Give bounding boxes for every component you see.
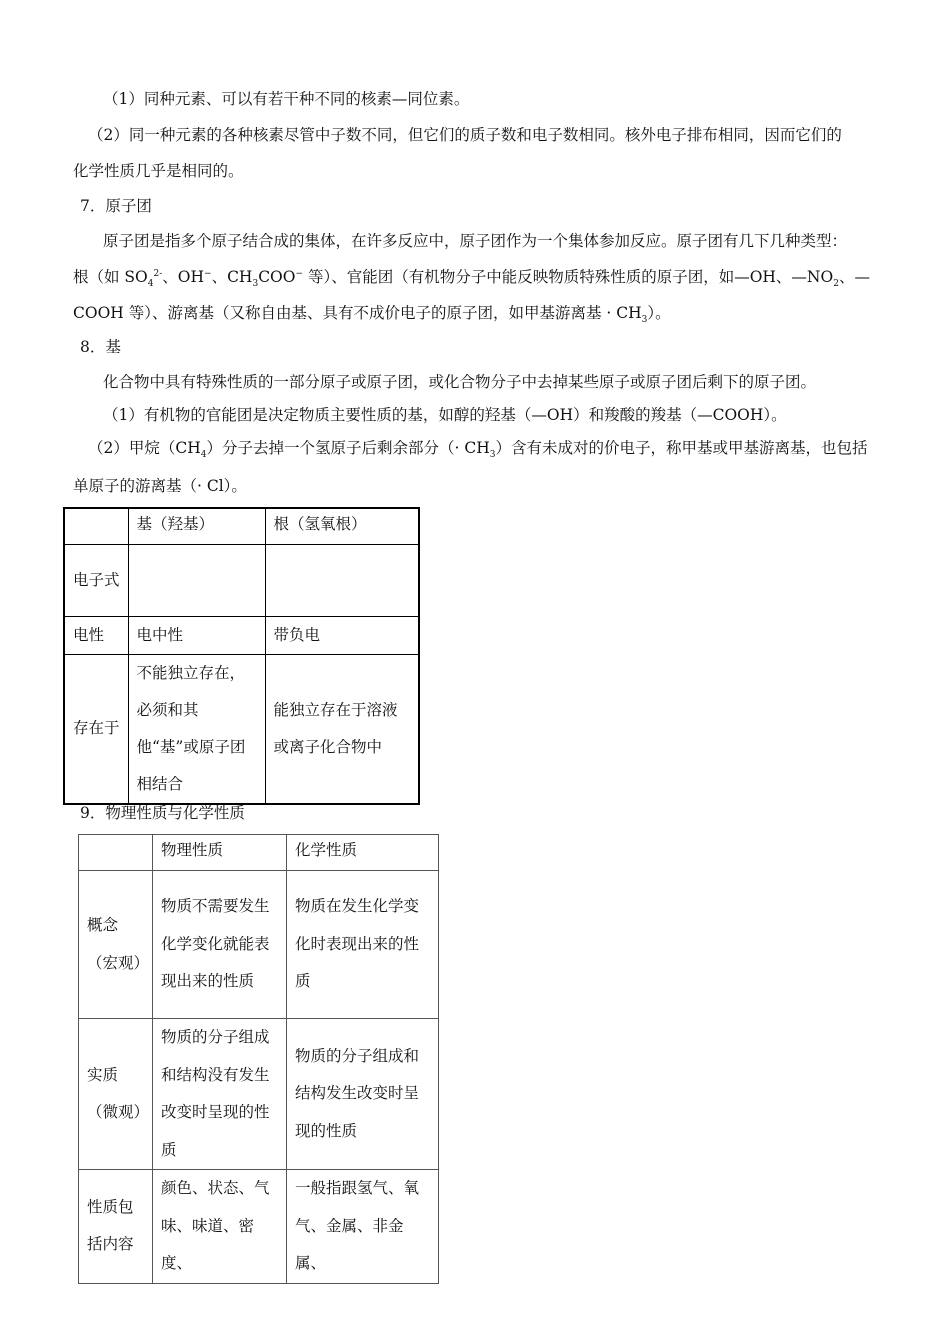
physical-vs-chemical-table (78, 834, 439, 1284)
heading-properties: 9．物理性质与化学性质 (80, 804, 245, 822)
table-cell: 物质在发生化学变化时表现出来的性质 (287, 871, 439, 1019)
table-cell: 性质包括内容 (79, 1170, 153, 1284)
heading-radical: 8．基 (80, 338, 121, 356)
table-cell (128, 544, 265, 616)
table-cell: 物质不需要发生化学变化就能表现出来的性质 (153, 871, 287, 1019)
table-cell: 电中性 (128, 616, 265, 654)
table-cell: 化学性质 (287, 835, 439, 871)
table-cell: 存在于 (64, 654, 128, 804)
paragraph-radical-def: 化合物中具有特殊性质的一部分原子或原子团，或化合物分子中去掉某些原子或原子团后剩下的原子团。 (103, 373, 817, 391)
table-cell: 一般指跟氢气、氧气、金属、非金属、 (287, 1170, 439, 1284)
paragraph-isotope-2-cont: 化学性质几乎是相同的。 (73, 162, 244, 180)
paragraph-atomic-group: 原子团是指多个原子结合成的集体，在许多反应中，原子团作为一个集体参加反应。原子团有几下几种类型： (103, 232, 848, 250)
table-row (64, 654, 419, 804)
table-cell: 带负电 (265, 616, 419, 654)
table-row (79, 1170, 439, 1284)
paragraph-group-types-cont: COOH 等）、游离基（又称自由基、具有不成价电子的原子团，如甲基游离基 · $CH_3$）。 (73, 304, 671, 326)
radical-vs-ion-table (63, 507, 420, 805)
table-cell: 概念（宏观） (79, 871, 153, 1019)
heading-atomic-group: 7．原子团 (80, 197, 152, 215)
table-cell: 物质的分子组成和结构没有发生改变时呈现的性质 (153, 1019, 287, 1170)
table-cell (265, 544, 419, 616)
table-row (79, 1019, 439, 1170)
paragraph-functional-group: （1）有机物的官能团是决定物质主要性质的基，如醇的羟基（—OH）和羧酸的羧基（—COOH）。 (103, 406, 787, 424)
paragraph-methyl: （2）甲烷$(CH_4)$分子去掉一个氢原子后剩余部分（· $CH_3$）含有未成对的价电子，称甲基或甲基游离基，也包括 (88, 439, 868, 461)
paragraph-methyl-cont: 单原子的游离基（· Cl）。 (73, 477, 247, 495)
table-cell: 能独立存在于溶液或离子化合物中 (265, 654, 419, 804)
table-row (79, 871, 439, 1019)
table-cell: 基（羟基） (128, 508, 265, 544)
paragraph-group-types: 根（如 $SO_4^{2-}$、OH−、$CH_3COO^-$ 等）、官能团（有机物分子中能反映物质特殊性质的原子团，如—OH、$—NO_2$、— (73, 268, 870, 290)
table-cell: 电性 (64, 616, 128, 654)
table-cell: 颜色、状态、气味、味道、密度、 (153, 1170, 287, 1284)
table-cell: 物质的分子组成和结构发生改变时呈现的性质 (287, 1019, 439, 1170)
table-cell: 根（氢氧根） (265, 508, 419, 544)
paragraph-isotope-2: （2）同一种元素的各种核素尽管中子数不同，但它们的质子数和电子数相同。核外电子排布相同，因而它们的 (88, 126, 842, 144)
table-row (64, 616, 419, 654)
table-row (64, 544, 419, 616)
paragraph-isotope-1: （1）同种元素、可以有若干种不同的核素—同位素。 (103, 90, 470, 108)
table-header-row (64, 508, 419, 544)
table-cell: 不能独立存在，必须和其他“基”或原子团相结合 (128, 654, 265, 804)
table-header-row (79, 835, 439, 871)
table-cell (79, 835, 153, 871)
table-cell: 电子式 (64, 544, 128, 616)
table-cell: 物理性质 (153, 835, 287, 871)
table-cell (64, 508, 128, 544)
table-cell: 实质（微观） (79, 1019, 153, 1170)
